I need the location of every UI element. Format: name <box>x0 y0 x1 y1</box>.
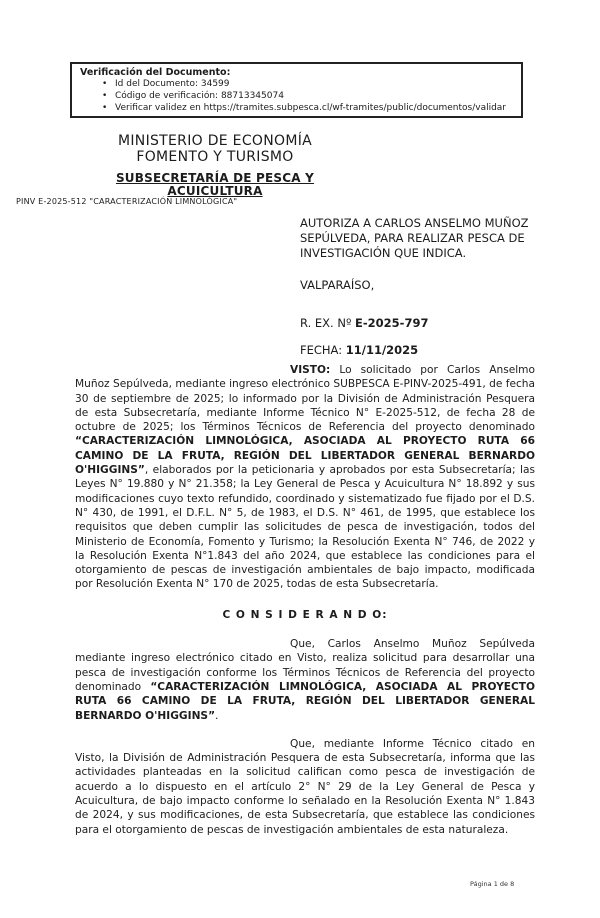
bullet-icon: • <box>102 103 108 113</box>
verification-item-url <box>80 103 521 114</box>
resolution-subject: AUTORIZA A CARLOS ANSELMO MUÑOZ SEPÚLVEDA, PARA REALIZAR PESCA DE INVESTIGACIÓN QUE INDICA. <box>300 216 529 260</box>
subsecretary-name: SUBSECRETARÍA DE PESCA Y ACUICULTURA <box>115 171 315 198</box>
visto-paragraph <box>75 363 535 592</box>
ministry-name-line1: MINISTERIO DE ECONOMÍA <box>117 133 312 149</box>
file-reference: PINV E-2025-512 "CARACTERIZACIÓN LIMNOLÓGICA" <box>16 197 238 206</box>
considerando-heading: C O N S I D E R A N D O: <box>222 608 388 621</box>
date-label: FECHA: <box>300 343 346 357</box>
ministry-name-line2: FOMENTO Y TURISMO <box>136 149 294 165</box>
verification-item-text: Id del Documento: 34599 <box>115 79 230 89</box>
verification-item-text: Código de verificación: 88713345074 <box>115 91 284 101</box>
considerando-paragraph-2 <box>75 737 535 837</box>
page-number: Página 1 de 8 <box>470 880 515 888</box>
bullet-icon: • <box>102 91 108 101</box>
verification-box <box>70 62 523 118</box>
considerando1-project-title: “CARACTERIZACIÓN LIMNOLÓGICA, ASOCIADA AL PROYECTO RUTA 66 CAMINO DE LA FRUTA, REGIÓN DEL LIBERTADOR GENERAL BERNARDO O'HIGGINS” <box>75 680 535 722</box>
visto-project-title: “CARACTERIZACIÓN LIMNOLÓGICA, ASOCIADA AL PROYECTO RUTA 66 CAMINO DE LA FRUTA, REGIÓN DEL LIBERTADOR GENERAL BERNARDO O'HIGGINS” <box>75 435 535 477</box>
visto-text-1: Lo solicitado por Carlos Anselmo Muñoz Sepúlveda, mediante ingreso electrónico SUBPESCA E-PINV-2025-491, de fecha 30 de septiembre de 2025; lo informado por la División de Administración Pesquera de esta Subsecretaría, mediante Informe Técnico N° E-2025-512, de fecha 28 de octubre de 2025; los Términos Técnicos de Referencia del proyecto denominado <box>75 364 535 434</box>
resolution-label: R. EX. Nº <box>300 316 356 330</box>
considerando-paragraph-1 <box>75 637 535 723</box>
document-body <box>75 363 535 837</box>
resolution-number: E-2025-797 <box>355 316 429 330</box>
considerando1-text-1: Que, Carlos Anselmo Muñoz Sepúlveda mediante ingreso electrónico citado en Visto, realiza solicitud para desarrollar una pesca de investigación conforme los Términos Técnicos de Referencia del proyecto denominado <box>75 638 535 693</box>
letterhead <box>40 133 390 198</box>
date-value: 11/11/2025 <box>345 343 419 357</box>
verification-item-code <box>80 91 521 102</box>
date-line <box>300 343 418 357</box>
city-line: VALPARAÍSO, <box>300 278 375 292</box>
considerando2-text: Que, mediante Informe Técnico citado en Visto, la División de Administración Pesquera de esta Subsecretaría, informa que las actividades planteadas en la solicitud califican como pesca de investigación de acuerdo a lo dispuesto en el artículo 2° N° 29 de la Ley General de Pesca y Acuicultura, de bajo impacto conforme lo señalado en la Resolución Exenta N° 1.843 de 2024, y sus modificaciones, de esta Subsecretaría, que establece las condiciones para el otorgamiento de pescas de investigación ambientales de esta naturaleza. <box>75 737 535 836</box>
verification-item-document-id <box>80 79 521 90</box>
verification-url-text: Verificar validez en https://tramites.subpesca.cl/wf-tramites/public/documentos/validar <box>115 103 507 113</box>
considerando1-text-2: . <box>215 709 219 722</box>
resolution-number-line <box>300 316 428 330</box>
bullet-icon: • <box>102 79 108 89</box>
verification-title: Verificación del Documento: <box>80 67 231 78</box>
visto-label: VISTO: <box>290 364 331 376</box>
visto-text-2: , elaborados por la peticionaria y aprobados por esta Subsecretaría; las Leyes N° 19.880 y N° 21.358; la Ley General de Pesca y Acuicultura N° 18.892 y sus modificaciones cuyo texto refundido, coordinado y sistematizado fue fijado por el D.S. N° 430, de 1991, el D.F.L. N° 5, de 1983, el D.S. N° 461, de 1995, que establece los requisitos que deben cumplir las solicitudes de pesca de investigación, todos del Ministerio de Economía, Fomento y Turismo; la Resolución Exenta N° 746, de 2022 y la Resolución Exenta N°1.843 del año 2024, que establece las condiciones para el otorgamiento de pescas de investigación ambientales de bajo impacto, modificada por Resolución Exenta N° 170 de 2025, todas de esta Subsecretaría. <box>75 464 535 591</box>
